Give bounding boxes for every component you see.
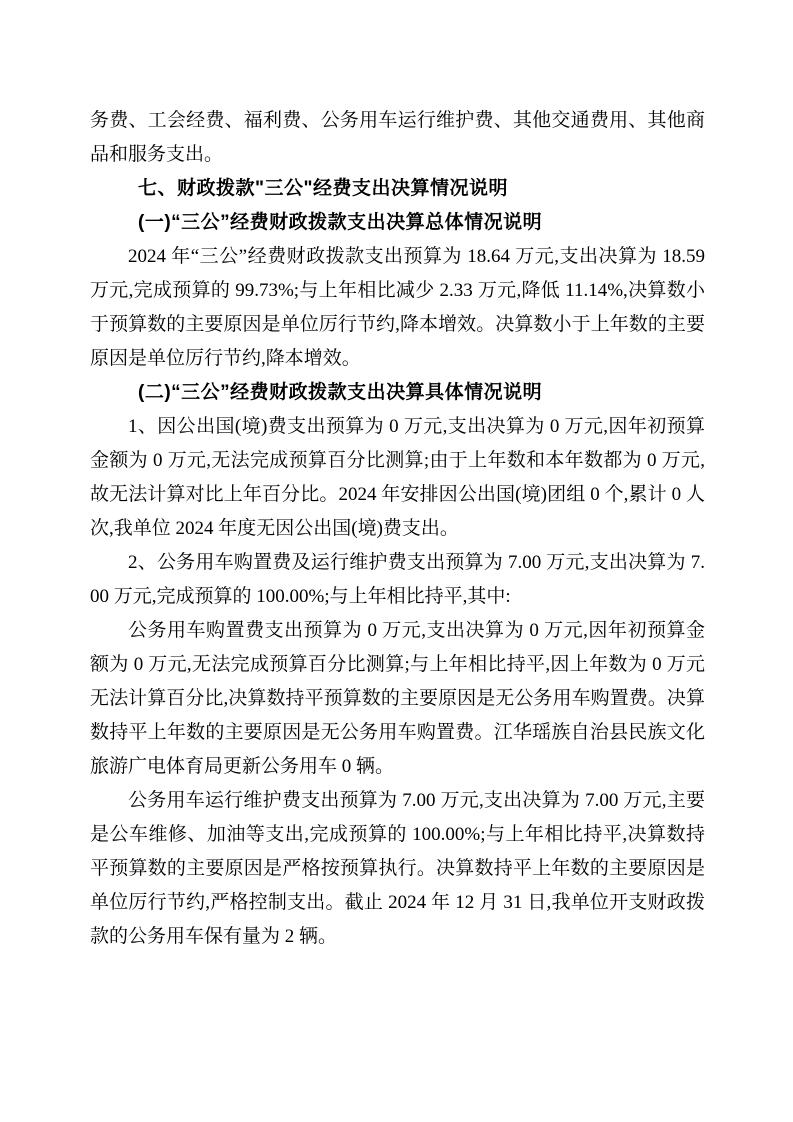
body-paragraph-vehicle-purchase: 公务用车购置费支出预算为 0 万元,支出决算为 0 万元,因年初预算金额为 0 万元,无法完成预算百分比测算;与上年相比持平,因上年数为 0 万元无法计算百分比,决算数持平预算数的主要原因是无公务用车购置费。决算数持平上年数的主要原因是无公务用车购置费。江华瑶族自治县民族文化旅游广电体育局更新公务用车 0 辆。 xyxy=(90,620,705,777)
body-paragraph-vehicle-total: 2、公务用车购置费及运行维护费支出预算为 7.00 万元,支出决算为 7.00 万元,完成预算的 100.00%;与上年相比持平,其中: xyxy=(90,552,705,607)
body-paragraph-overall-situation: 2024 年“三公”经费财政拨款支出预算为 18.64 万元,支出决算为 18.59 万元,完成预算的 99.73%;与上年相比减少 2.33 万元,降低 11.14%,决算数小于预算数的主要原因是单位厉行节约,降本增效。决算数小于上年数的主要原因是单位厉行节约,降本增效。 xyxy=(90,246,705,369)
body-paragraph-vehicle-maintenance: 公务用车运行维护费支出预算为 7.00 万元,支出决算为 7.00 万元,主要是公车维修、加油等支出,完成预算的 100.00%;与上年相比持平,决算数持平预算数的主要原因是严格按预算执行。决算数持平上年数的主要原因是单位厉行节约,严格控制支出。截止 2024 年 12 月 31 日,我单位开支财政拨款的公务用车保有量为 2 辆。 xyxy=(90,790,705,947)
body-paragraph-continuation: 务费、工会经费、福利费、公务用车运行维护费、其他交通费用、其他商品和服务支出。 xyxy=(90,110,705,165)
subsection-heading-one: (一)“三公”经费财政拨款支出决算总体情况说明 xyxy=(138,212,543,233)
body-paragraph-abroad-expense: 1、因公出国(境)费支出预算为 0 万元,支出决算为 0 万元,因年初预算金额为 0 万元,无法完成预算百分比测算;由于上年数和本年数都为 0 万元,故无法计算对比上年百分比。2024 年安排因公出国(境)团组 0 个,累计 0 人次,我单位 2024 年度无因公出国(境)费支出。 xyxy=(90,416,705,539)
subsection-heading-two: (二)“三公”经费财政拨款支出决算具体情况说明 xyxy=(138,382,543,403)
section-heading-seven: 七、财政拨款"三公"经费支出决算情况说明 xyxy=(138,178,509,199)
